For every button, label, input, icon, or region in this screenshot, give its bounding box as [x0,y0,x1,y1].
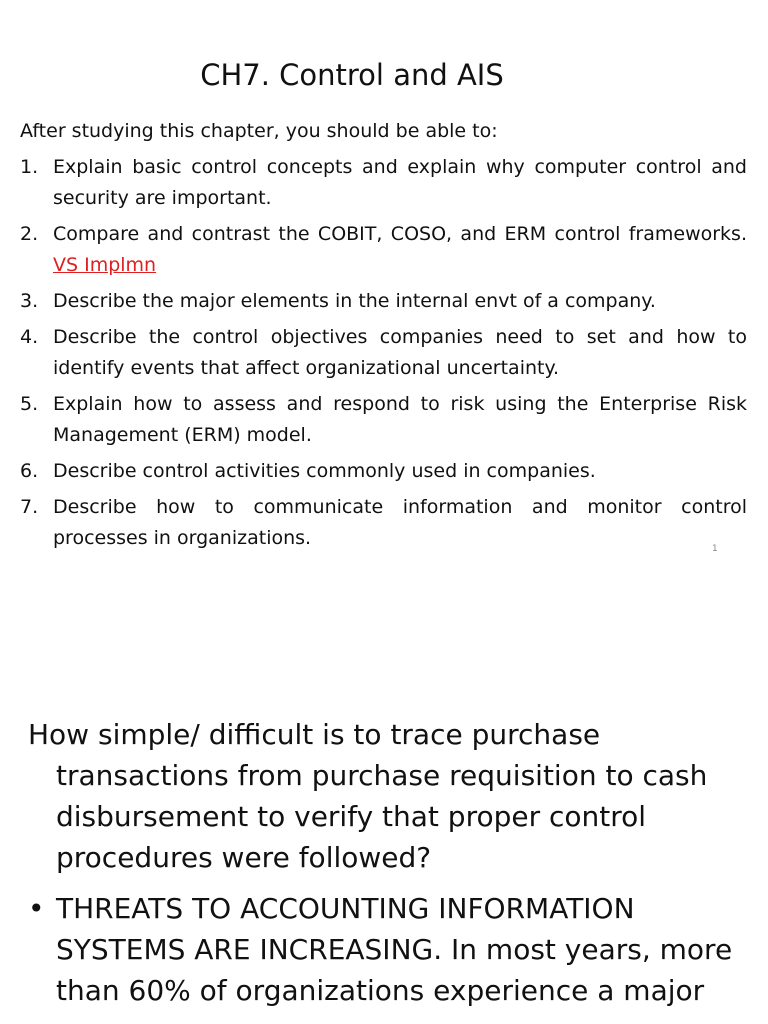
vs-implmn-link[interactable]: VS Implmn [53,254,157,276]
list-item [20,456,747,487]
item-number: 3. [20,290,39,312]
slide-title: CH7. Control and AIS [200,58,504,92]
item-number: 2. [20,223,39,245]
list-item [20,286,747,317]
item-number: 5. [20,393,39,415]
list-item [20,219,747,281]
list-item [20,152,747,214]
item-number: 4. [20,326,39,348]
list-item [20,492,747,554]
bullet-text: THREATS TO ACCOUNTING INFORMATION SYSTEMS ARE INCREASING. In most years, more than 60% of organizations experience a major [56,892,733,1007]
item-text: Explain how to assess and respond to risk using the Enterprise Risk Management (ERM) model. [53,393,747,446]
bullet-list [28,888,748,1011]
item-number: 6. [20,460,39,482]
page-number: 1 [712,544,718,554]
list-item [20,322,747,384]
item-text: Describe the control objectives companies need to set and how to identify events that affect organizational uncertainty. [53,326,747,379]
item-text: Describe the major elements in the internal envt of a company. [53,290,656,312]
question-text: How simple/ difficult is to trace purchase transactions from purchase requisition to cash disbursement to verify that proper control procedures were followed? [28,718,708,874]
item-text: Explain basic control concepts and explain why computer control and security are important. [53,156,747,209]
objectives-list [20,152,747,559]
list-item [20,389,747,451]
slide-2 [0,576,768,1024]
item-text: Describe how to communicate information and monitor control processes in organizations. [53,496,747,549]
bullet-item [28,888,748,1011]
item-number: 1. [20,156,39,178]
item-text: Compare and contrast the COBIT, COSO, and ERM control frameworks. [53,223,747,245]
item-number: 7. [20,496,39,518]
item-text: Describe control activities commonly used in companies. [53,460,596,482]
bullet-icon: • [28,892,45,925]
intro-text: After studying this chapter, you should be able to: [20,120,498,142]
